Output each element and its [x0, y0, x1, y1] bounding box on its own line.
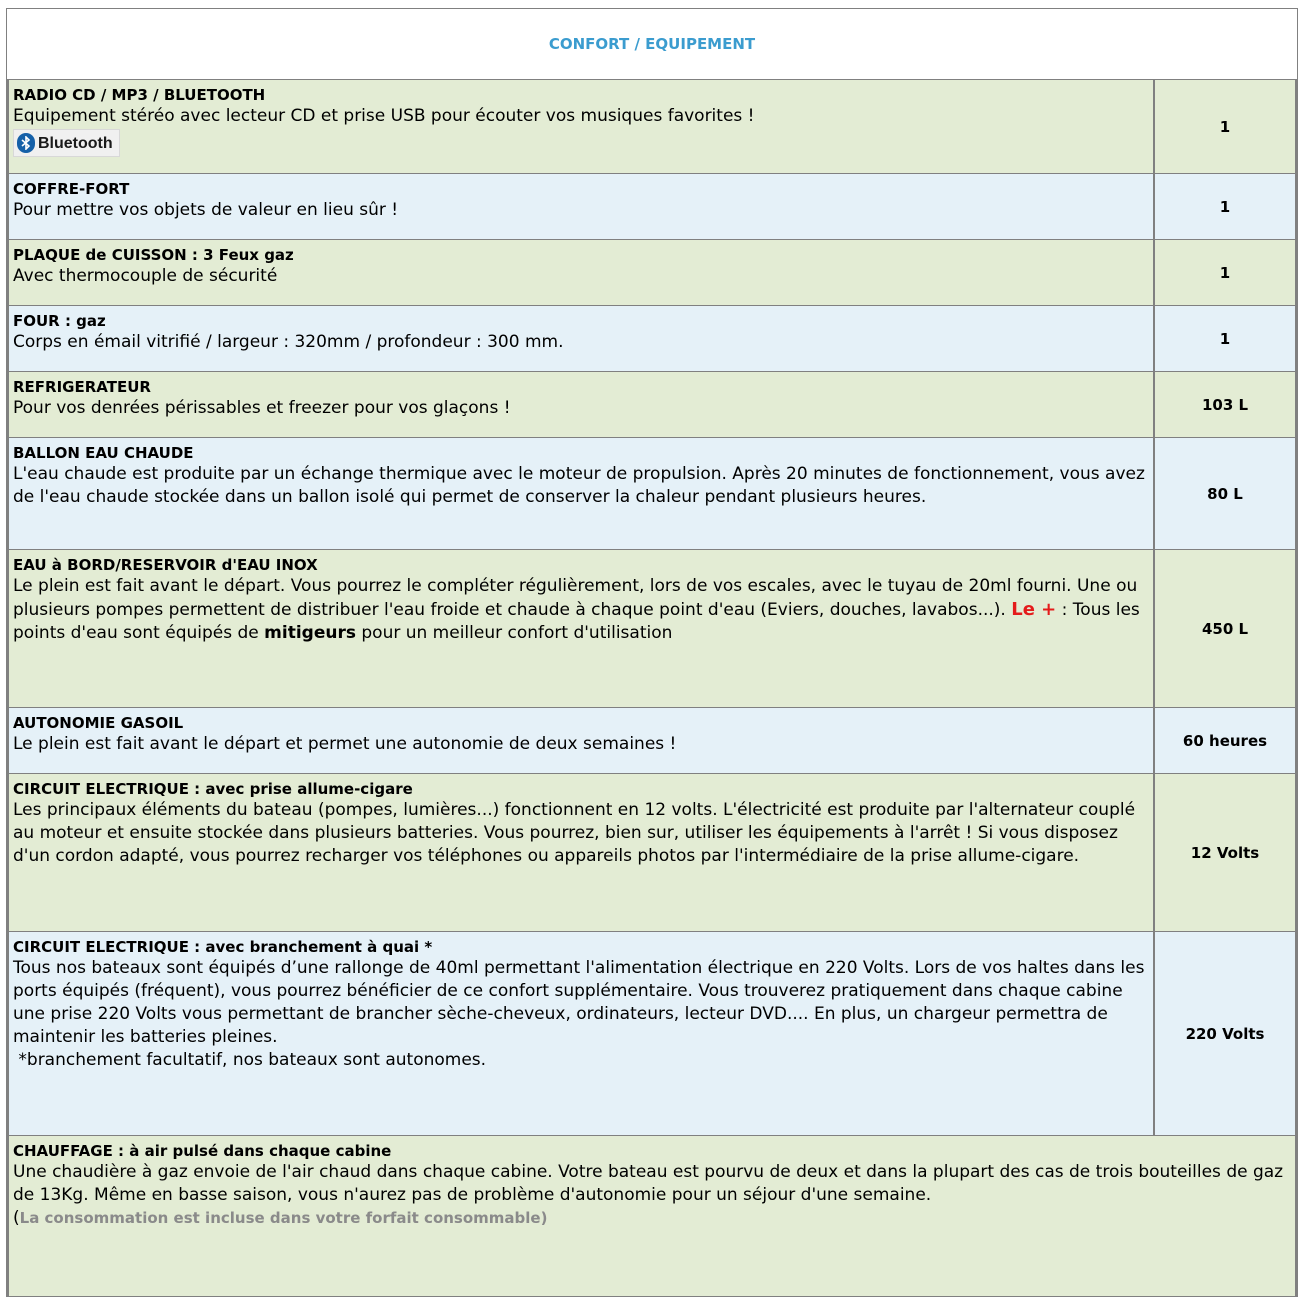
row-description [7, 438, 1153, 549]
row-value: 1 [1153, 80, 1297, 173]
table-row [7, 438, 1297, 550]
row-note [13, 1207, 1291, 1230]
plus-label: Le + [1011, 599, 1057, 620]
row-title: CIRCUIT ELECTRIQUE : avec prise allume-cigare [13, 780, 413, 798]
note-open: ( [13, 1208, 20, 1228]
row-text-part: pour un meilleur confort d'utilisation [355, 623, 673, 643]
row-text-part: Le plein est fait avant le départ. Vous pourrez le compléter régulièrement, lors de vos escales, avec le tuyau de 20ml fourni. Une ou plusieurs pompes permettent de distribuer l'eau froide et chaude à chaque point d'eau (Eviers, douches, lavabos...). [13, 576, 1138, 620]
table-row [7, 774, 1297, 932]
table-row [7, 932, 1297, 1136]
row-text [13, 575, 1149, 645]
row-title: AUTONOMIE GASOIL [13, 714, 184, 732]
row-description [7, 80, 1153, 173]
table-row [7, 372, 1297, 438]
row-value: 450 L [1153, 550, 1297, 707]
row-text: Avec thermocouple de sécurité [13, 266, 278, 286]
row-text: Pour vos denrées périssables et freezer pour vos glaçons ! [13, 398, 511, 418]
row-title: RADIO CD / MP3 / BLUETOOTH [13, 86, 266, 104]
row-value: 80 L [1153, 438, 1297, 549]
row-title: CHAUFFAGE : à air pulsé dans chaque cabine [13, 1142, 392, 1160]
table-row [7, 80, 1297, 174]
row-text: L'eau chaude est produite par un échange thermique avec le moteur de propulsion. Après 20 minutes de fonctionnement, vous avez de l'eau chaude stockée dans un ballon isolé qui permet de conserver la chaleur pendant plusieurs heures. [13, 464, 1145, 507]
row-title: COFFRE-FORT [13, 180, 130, 198]
bluetooth-logo-text: Bluetooth [38, 134, 113, 152]
row-title: FOUR : gaz [13, 312, 106, 330]
row-text: Equipement stéréo avec lecteur CD et prise USB pour écouter vos musiques favorites ! [13, 106, 755, 126]
row-value: 12 Volts [1153, 774, 1297, 931]
row-value: 1 [1153, 306, 1297, 371]
bluetooth-logo [13, 129, 120, 157]
row-value: 103 L [1153, 372, 1297, 437]
row-title: CIRCUIT ELECTRIQUE : avec branchement à quai * [13, 938, 433, 956]
table-header [7, 9, 1297, 80]
row-text: Une chaudière à gaz envoie de l'air chaud dans chaque cabine. Votre bateau est pourvu de deux et dans la plupart des cas de trois bouteilles de gaz de 13Kg. Même en basse saison, vous n'aurez pas de problème d'autonomie pour un séjour d'une semaine. [13, 1162, 1284, 1205]
row-description [7, 708, 1153, 773]
row-text: Le plein est fait avant le départ et permet une autonomie de deux semaines ! [13, 734, 677, 754]
row-description [7, 372, 1153, 437]
table-row [7, 550, 1297, 708]
row-value: 1 [1153, 174, 1297, 239]
row-description [7, 932, 1153, 1135]
row-text: Pour mettre vos objets de valeur en lieu sûr ! [13, 200, 399, 220]
table-row [7, 306, 1297, 372]
row-title: BALLON EAU CHAUDE [13, 444, 194, 462]
note-close: ) [540, 1209, 548, 1227]
row-title: PLAQUE de CUISSON : 3 Feux gaz [13, 246, 294, 264]
row-description [7, 174, 1153, 239]
equipment-table [6, 8, 1298, 1297]
table-row [7, 174, 1297, 240]
row-footnote: *branchement facultatif, nos bateaux sont autonomes. [13, 1050, 487, 1070]
table-row [7, 1136, 1297, 1296]
row-title: EAU à BORD/RESERVOIR d'EAU INOX [13, 556, 318, 574]
note-text: La consommation est incluse dans votre forfait consommable [19, 1209, 541, 1227]
row-text: Tous nos bateaux sont équipés d’une rallonge de 40ml permettant l'alimentation électrique en 220 Volts. Lors de vos haltes dans les ports équipés (fréquent), vous pourrez bénéficier de ce confort supplémentaire. Vous trouverez pratiquement dans chaque cabine une prise 220 Volts vous permettant de brancher sèche-cheveux, ordinateurs, lecteur DVD.... En plus, un chargeur permettra de maintenir les batteries pleines. [13, 958, 1145, 1047]
row-text: Corps en émail vitrifié / largeur : 320mm / profondeur : 300 mm. [13, 332, 564, 352]
table-row [7, 708, 1297, 774]
row-value: 220 Volts [1153, 932, 1297, 1135]
row-text: Les principaux éléments du bateau (pompes, lumières...) fonctionnent en 12 volts. L'électricité est produite par l'alternateur couplé au moteur et ensuite stockée dans plusieurs batteries. Vous pourrez, bien sur, utiliser les équipements à l'arrêt ! Si vous disposez d'un cordon adapté, vous pourrez recharger vos téléphones ou appareils photos par l'intermédiaire de la prise allume-cigare. [13, 800, 1136, 866]
row-text-part: : Tous les points d'eau sont équipés de [13, 600, 1140, 643]
row-description [7, 1136, 1297, 1296]
row-description [7, 774, 1153, 931]
bluetooth-icon [17, 133, 35, 153]
table-row [7, 240, 1297, 306]
row-description [7, 306, 1153, 371]
row-description [7, 240, 1153, 305]
row-value: 60 heures [1153, 708, 1297, 773]
row-title: REFRIGERATEUR [13, 378, 151, 396]
bold-word: mitigeurs [264, 623, 356, 643]
row-value: 1 [1153, 240, 1297, 305]
row-description [7, 550, 1153, 707]
header-title: CONFORT / EQUIPEMENT [548, 35, 756, 53]
